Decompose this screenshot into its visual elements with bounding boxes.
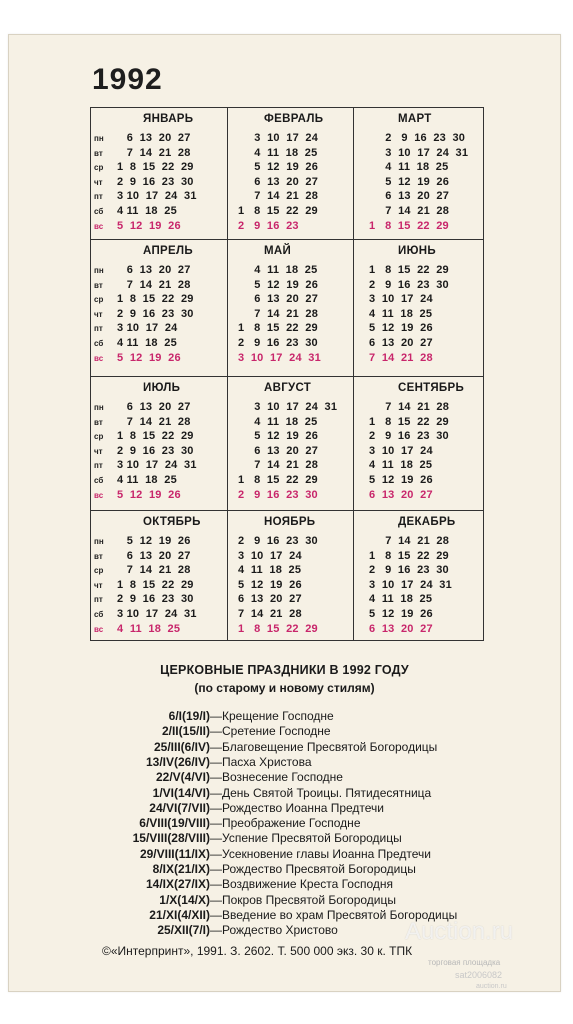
week-row: 7 14 21 28 — [238, 608, 302, 620]
holiday-date: 8/IX(21/IX) — [152, 862, 210, 876]
month-name: МАЙ — [264, 245, 292, 257]
week-row: 6 13 20 27 — [117, 549, 191, 562]
holiday-date: 13/IV(26/IV) — [145, 754, 210, 769]
month-cell — [91, 511, 228, 640]
weekday-label: сб — [94, 339, 104, 348]
week-row: 2 9 16 23 30 — [117, 307, 194, 320]
weekday-label: пн — [94, 134, 104, 143]
week-row: 2 9 16 23 30 — [117, 175, 194, 188]
week-row: 5 12 19 26 — [117, 488, 181, 501]
week-row: 6 13 20 27 — [238, 444, 319, 457]
week-row: 3 10 17 24 31 — [238, 401, 338, 413]
holiday-name: —День Святой Троицы. Пятидесятница — [210, 785, 432, 800]
week-row: 5 12 19 26 — [117, 351, 181, 364]
week-row: 3 10 17 24 31 — [117, 190, 197, 203]
publisher-footer: ©«Интерпринт», 1991. З. 2602. Т. 500 000 экз. 30 к. ТПК — [102, 944, 413, 958]
month-name: ФЕВРАЛЬ — [264, 113, 324, 125]
month-cell — [354, 511, 483, 640]
holiday-name: —Сретение Господне — [210, 724, 331, 739]
week-row: 7 14 21 28 — [238, 459, 319, 472]
month-name: СЕНТЯБРЬ — [398, 382, 465, 394]
weekday-label: вт — [94, 551, 103, 561]
week-row: 4 11 18 25 — [238, 146, 318, 159]
watermark-seller: sat2006082 — [455, 970, 503, 980]
holiday-date: 29/VIII(11/IX) — [139, 846, 210, 861]
holiday-item — [9, 770, 560, 785]
week-row: 7 14 21 28 — [117, 415, 191, 428]
month-cell — [228, 108, 354, 240]
week-row: 6 13 20 27 — [117, 264, 191, 276]
week-row: 2 9 16 23 30 — [369, 564, 449, 577]
week-row: 5 12 19 26 — [238, 161, 319, 174]
week-row: 4 11 18 25 — [369, 307, 433, 320]
weekday-label: сб — [94, 207, 104, 216]
week-row: 6 13 20 27 — [117, 132, 191, 144]
watermark-site: auction.ru — [476, 983, 507, 990]
month-name: ДЕКАБРЬ — [398, 516, 456, 528]
weekday-label: пн — [94, 403, 104, 412]
holiday-item — [9, 893, 560, 908]
week-row: 7 14 21 28 — [238, 307, 319, 320]
holiday-name: —Вознесение Господне — [210, 770, 343, 785]
week-row: 4 11 18 25 — [238, 415, 318, 428]
week-row: 1 8 15 22 29 — [238, 474, 318, 486]
weekday-label: ср — [94, 432, 104, 442]
holiday-name: —Воздвижение Креста Господня — [210, 877, 394, 892]
week-row: 4 11 18 25 — [117, 337, 177, 349]
week-row: 3 10 17 24 31 — [117, 459, 197, 472]
month-cell — [91, 240, 228, 377]
month-cell — [228, 377, 354, 511]
holiday-item — [9, 831, 560, 846]
week-row: 3 10 17 24 — [369, 293, 433, 306]
week-row: 5 12 19 26 — [369, 175, 450, 188]
week-row: 7 14 21 28 — [369, 351, 433, 364]
week-row: 4 11 18 25 — [369, 161, 449, 174]
holiday-date: 21/XI(4/XII) — [149, 907, 210, 922]
week-row: 2 9 16 23 30 — [369, 132, 466, 144]
weekday-label: сб — [94, 610, 104, 619]
holiday-item — [9, 709, 560, 724]
holiday-date: 14/IX(27/IX) — [145, 877, 210, 892]
week-row: 7 14 21 28 — [117, 146, 191, 159]
week-row: 2 9 16 23 — [238, 219, 299, 232]
week-row: 1 8 15 22 29 — [238, 322, 318, 335]
weekday-label: пн — [94, 266, 104, 275]
week-row: 4 11 18 25 — [117, 205, 177, 217]
holiday-item — [9, 816, 560, 831]
week-row: 4 11 18 25 — [238, 564, 302, 577]
holiday-item — [9, 740, 560, 755]
week-row: 5 12 19 26 — [369, 474, 433, 486]
weekday-label: вс — [94, 353, 104, 363]
holiday-date: 24/VI(7/VII) — [149, 800, 210, 815]
calendar-card — [8, 34, 561, 992]
weekday-label: пн — [94, 537, 104, 546]
week-row: 5 12 19 26 — [369, 322, 433, 335]
month-cell — [354, 240, 483, 377]
week-row: 7 14 21 28 — [369, 401, 450, 413]
week-row: 3 10 17 24 31 — [238, 351, 321, 364]
week-row: 6 13 20 27 — [238, 175, 319, 188]
week-row: 5 12 19 26 — [238, 578, 302, 591]
weekday-label: пт — [94, 192, 103, 202]
week-row: 1 8 15 22 29 — [117, 430, 194, 443]
week-row: 1 8 15 22 29 — [117, 161, 194, 174]
month-cell — [91, 377, 228, 511]
holiday-item — [9, 786, 560, 801]
week-row: 4 11 18 25 — [369, 593, 433, 606]
month-cell — [354, 377, 483, 511]
week-row: 3 10 17 24 — [238, 132, 319, 144]
week-row: 3 10 17 24 31 — [117, 608, 197, 620]
week-row: 1 8 15 22 29 — [369, 264, 449, 276]
weekday-label: вс — [94, 624, 104, 634]
holiday-name: —Благовещение Пресвятой Богородицы — [210, 739, 438, 754]
week-row: 7 14 21 28 — [117, 564, 191, 577]
holiday-item — [9, 801, 560, 816]
holiday-name: —Покров Пресвятой Богородицы — [210, 892, 397, 907]
week-row: 6 13 20 27 — [369, 622, 433, 635]
holiday-name: —Успение Пресвятой Богородицы — [210, 831, 402, 846]
holiday-item — [9, 847, 560, 862]
holiday-date: 6/VIII(19/VIII) — [139, 816, 210, 831]
week-row: 3 10 17 24 — [238, 549, 302, 562]
week-row: 3 10 17 24 31 — [369, 146, 469, 159]
weekday-label: пт — [94, 324, 103, 334]
weekday-label: ср — [94, 295, 104, 305]
weekday-label: чт — [94, 580, 103, 590]
week-row: 7 14 21 28 — [117, 278, 191, 291]
holiday-item — [9, 724, 560, 739]
week-row: 3 10 17 24 — [369, 444, 433, 457]
week-row: 2 9 16 23 30 — [238, 337, 318, 349]
month-name: ОКТЯБРЬ — [143, 516, 201, 528]
holiday-name: —Усекновение главы Иоанна Предтечи — [210, 846, 431, 861]
year-heading: 1992 — [92, 63, 163, 96]
month-cell — [354, 108, 483, 240]
weekday-label: вт — [94, 417, 103, 427]
holiday-date: 2/II(15/II) — [161, 724, 210, 739]
holiday-item — [9, 755, 560, 770]
week-row: 1 8 15 22 29 — [117, 578, 194, 591]
week-row: 1 8 15 22 29 — [369, 219, 449, 232]
week-row: 2 9 16 23 30 — [369, 430, 449, 443]
holiday-name: —Рождество Пресвятой Богородицы — [210, 862, 416, 876]
watermark-caption: торговая площадка — [428, 958, 501, 967]
week-row: 1 8 15 22 29 — [238, 622, 318, 635]
holiday-name: —Пасха Христова — [210, 754, 312, 769]
holidays-title: ЦЕРКОВНЫЕ ПРАЗДНИКИ В 1992 ГОДУ — [160, 663, 409, 677]
week-row: 2 9 16 23 30 — [238, 488, 318, 501]
week-row: 6 13 20 27 — [117, 401, 191, 413]
week-row: 3 10 17 24 — [117, 322, 178, 335]
month-name: ИЮНЬ — [398, 245, 436, 257]
holiday-name: —Введение во храм Пресвятой Богородицы — [210, 907, 458, 922]
week-row: 6 13 20 27 — [238, 293, 319, 306]
holiday-name: —Рождество Христово — [210, 923, 338, 938]
week-row: 2 9 16 23 30 — [238, 535, 318, 547]
week-row: 6 13 20 27 — [369, 488, 433, 501]
weekday-label: пт — [94, 461, 103, 471]
holiday-date: 1/X(14/X) — [159, 892, 210, 907]
week-row: 7 14 21 28 — [369, 205, 450, 217]
weekday-label: чт — [94, 309, 103, 319]
month-name: ЯНВАРЬ — [143, 113, 194, 125]
weekday-label: ср — [94, 566, 104, 576]
week-row: 5 12 19 26 — [117, 219, 181, 232]
week-row: 2 9 16 23 30 — [369, 278, 449, 291]
holiday-date: 22/V(4/VI) — [155, 770, 210, 785]
week-row: 6 13 20 27 — [238, 593, 302, 606]
month-cell — [91, 108, 228, 240]
week-row: 5 12 19 26 — [117, 535, 191, 547]
weekday-label: вс — [94, 490, 104, 500]
weekday-label: чт — [94, 177, 103, 187]
week-row: 4 11 18 25 — [117, 622, 181, 635]
weekday-label: вт — [94, 148, 103, 158]
holiday-date: 1/VI(14/VI) — [152, 785, 210, 800]
week-row: 6 13 20 27 — [369, 337, 433, 349]
week-row: 7 14 21 28 — [369, 535, 450, 547]
weekday-label: вт — [94, 280, 103, 290]
holiday-name: —Рождество Иоанна Предтечи — [210, 800, 384, 815]
calendar-grid — [90, 107, 484, 641]
month-name: ИЮЛЬ — [143, 382, 181, 394]
weekday-label: вс — [94, 221, 104, 231]
weekday-label: сб — [94, 476, 104, 485]
week-row: 4 11 18 25 — [117, 474, 177, 486]
weekday-label: пт — [94, 595, 103, 605]
month-name: АВГУСТ — [264, 382, 312, 394]
watermark-logo: Auction.ru — [405, 918, 514, 945]
holiday-date: 15/VIII(28/VIII) — [132, 831, 210, 846]
holiday-name: —Крещение Господне — [210, 709, 334, 723]
week-row: 5 12 19 26 — [369, 608, 433, 620]
month-cell — [228, 240, 354, 377]
holiday-item — [9, 862, 560, 877]
week-row: 4 11 18 25 — [369, 459, 433, 472]
holiday-name: —Преображение Господне — [210, 816, 361, 831]
holiday-date: 25/III(6/IV) — [153, 739, 210, 754]
weekday-label: ср — [94, 163, 104, 173]
holidays-subtitle: (по старому и новому стилям) — [194, 681, 375, 695]
month-name: НОЯБРЬ — [264, 516, 316, 528]
holiday-date: 6/I(19/I) — [168, 709, 210, 723]
week-row: 1 8 15 22 29 — [369, 415, 449, 428]
week-row: 1 8 15 22 29 — [117, 293, 194, 306]
week-row: 5 12 19 26 — [238, 278, 319, 291]
weekday-label: чт — [94, 446, 103, 456]
week-row: 7 14 21 28 — [238, 190, 319, 203]
week-row: 2 9 16 23 30 — [117, 444, 194, 457]
holiday-date: 25/XII(7/I) — [157, 923, 210, 938]
week-row: 1 8 15 22 29 — [369, 549, 449, 562]
holiday-item — [9, 877, 560, 892]
week-row: 2 9 16 23 30 — [117, 593, 194, 606]
week-row: 3 10 17 24 31 — [369, 578, 452, 591]
week-row: 5 12 19 26 — [238, 430, 319, 443]
week-row: 1 8 15 22 29 — [238, 205, 318, 217]
month-cell — [228, 511, 354, 640]
week-row: 4 11 18 25 — [238, 264, 318, 276]
month-name: МАРТ — [398, 113, 432, 125]
month-name: АПРЕЛЬ — [143, 245, 193, 257]
week-row: 6 13 20 27 — [369, 190, 450, 203]
